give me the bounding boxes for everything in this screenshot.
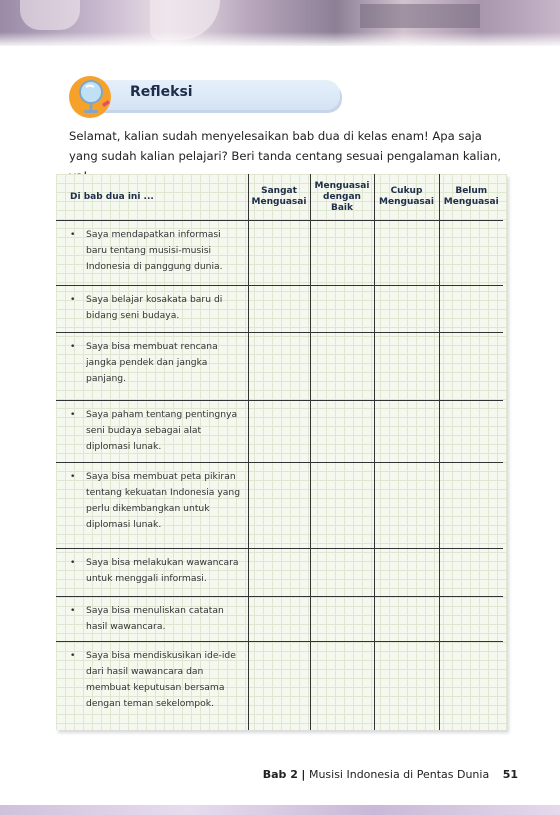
statement-text: Saya bisa membuat rencana jangka pendek dan jangka panjang. <box>86 341 218 384</box>
column-header-belum-menguasai: Belum Menguasai <box>439 174 503 221</box>
footer-chapter: Bab 2 <box>262 768 298 781</box>
table-row <box>56 401 503 463</box>
statement-cell: • Saya belajar kosakata baru di bidang seni budaya. <box>56 286 248 333</box>
table-row <box>56 549 503 597</box>
statement-cell: • Saya mendapatkan informasi baru tentang musisi-musisi Indonesia di panggung dunia. <box>56 221 248 286</box>
page-footer <box>263 768 518 781</box>
statement-cell: • Saya bisa mendiskusikan ide-ide dari hasil wawancara dan membuat keputusan bersama dengan teman sekelompok. <box>56 642 248 730</box>
check-cell-sangat-menguasai[interactable] <box>248 333 310 401</box>
table-row <box>56 221 503 286</box>
check-cell-belum-menguasai[interactable] <box>439 333 503 401</box>
statement-text: Saya bisa mendiskusikan ide-ide dari hasil wawancara dan membuat keputusan bersama dengan teman sekelompok. <box>86 650 236 709</box>
table-row <box>56 463 503 549</box>
check-cell-belum-menguasai[interactable] <box>439 549 503 597</box>
check-cell-menguasai-dengan-baik[interactable] <box>310 642 374 730</box>
statement-text: Saya mendapatkan informasi baru tentang musisi-musisi Indonesia di panggung dunia. <box>86 229 223 272</box>
column-header-menguasai-dengan-baik: Menguasai dengan Baik <box>310 174 374 221</box>
table-header-row <box>56 174 503 221</box>
reflection-table-container <box>56 174 507 730</box>
check-cell-sangat-menguasai[interactable] <box>248 221 310 286</box>
table-row <box>56 333 503 401</box>
page-number: 51 <box>502 768 518 781</box>
photo-shape <box>360 4 480 28</box>
reflection-table <box>56 174 503 730</box>
statement-text: Saya paham tentang pentingnya seni budaya sebagai alat diplomasi lunak. <box>86 409 238 452</box>
intro-paragraph: Selamat, kalian sudah menyelesaikan bab dua di kelas enam! Apa saja yang sudah kalian pelajari? Beri tanda centang sesuai pengalaman kalian, <box>69 129 502 163</box>
check-cell-belum-menguasai[interactable] <box>439 286 503 333</box>
check-cell-menguasai-dengan-baik[interactable] <box>310 221 374 286</box>
section-title: Refleksi <box>130 84 193 100</box>
check-cell-sangat-menguasai[interactable] <box>248 401 310 463</box>
bottom-decorative-strip <box>0 805 560 815</box>
table-row <box>56 286 503 333</box>
check-cell-cukup-menguasai[interactable] <box>374 333 439 401</box>
footer-separator: | <box>301 768 306 781</box>
check-cell-belum-menguasai[interactable] <box>439 401 503 463</box>
check-cell-cukup-menguasai[interactable] <box>374 549 439 597</box>
check-cell-menguasai-dengan-baik[interactable] <box>310 333 374 401</box>
check-cell-menguasai-dengan-baik[interactable] <box>310 597 374 642</box>
check-cell-sangat-menguasai[interactable] <box>248 549 310 597</box>
statement-text: Saya belajar kosakata baru di bidang seni budaya. <box>86 294 223 321</box>
statement-cell: • Saya bisa membuat rencana jangka pendek dan jangka panjang. <box>56 333 248 401</box>
header-photo-strip <box>0 0 560 46</box>
check-cell-belum-menguasai[interactable] <box>439 463 503 549</box>
statement-text: Saya bisa melakukan wawancara untuk menggali informasi. <box>86 557 239 584</box>
check-cell-sangat-menguasai[interactable] <box>248 463 310 549</box>
table-row <box>56 642 503 730</box>
check-cell-cukup-menguasai[interactable] <box>374 286 439 333</box>
check-cell-menguasai-dengan-baik[interactable] <box>310 463 374 549</box>
check-cell-cukup-menguasai[interactable] <box>374 463 439 549</box>
check-cell-belum-menguasai[interactable] <box>439 642 503 730</box>
check-cell-cukup-menguasai[interactable] <box>374 401 439 463</box>
photo-shape <box>20 0 80 30</box>
statement-cell: • Saya bisa menuliskan catatan hasil wawancara. <box>56 597 248 642</box>
table-row <box>56 597 503 642</box>
column-header-cukup-menguasai: Cukup Menguasai <box>374 174 439 221</box>
mirror-icon <box>66 70 118 122</box>
statement-cell: • Saya bisa membuat peta pikiran tentang kekuatan Indonesia yang perlu dikembangkan untuk diplomasi lunak. <box>56 463 248 549</box>
column-header-sangat-menguasai: Sangat Menguasai <box>248 174 310 221</box>
check-cell-sangat-menguasai[interactable] <box>248 597 310 642</box>
check-cell-belum-menguasai[interactable] <box>439 221 503 286</box>
statement-cell: • Saya bisa melakukan wawancara untuk menggali informasi. <box>56 549 248 597</box>
check-cell-cukup-menguasai[interactable] <box>374 642 439 730</box>
check-cell-belum-menguasai[interactable] <box>439 597 503 642</box>
check-cell-menguasai-dengan-baik[interactable] <box>310 286 374 333</box>
statement-cell: • Saya paham tentang pentingnya seni budaya sebagai alat diplomasi lunak. <box>56 401 248 463</box>
check-cell-menguasai-dengan-baik[interactable] <box>310 549 374 597</box>
column-header-statement: Di bab dua ini ... <box>56 174 248 221</box>
photo-fade <box>0 32 560 46</box>
footer-chapter-title: Musisi Indonesia di Pentas Dunia <box>308 768 490 781</box>
check-cell-sangat-menguasai[interactable] <box>248 642 310 730</box>
statement-text: Saya bisa menuliskan catatan hasil wawancara. <box>86 605 224 632</box>
statement-text: Saya bisa membuat peta pikiran tentang kekuatan Indonesia yang perlu dikembangkan untuk diplomasi lunak. <box>86 471 241 530</box>
check-cell-cukup-menguasai[interactable] <box>374 597 439 642</box>
check-cell-menguasai-dengan-baik[interactable] <box>310 401 374 463</box>
check-cell-sangat-menguasai[interactable] <box>248 286 310 333</box>
check-cell-cukup-menguasai[interactable] <box>374 221 439 286</box>
